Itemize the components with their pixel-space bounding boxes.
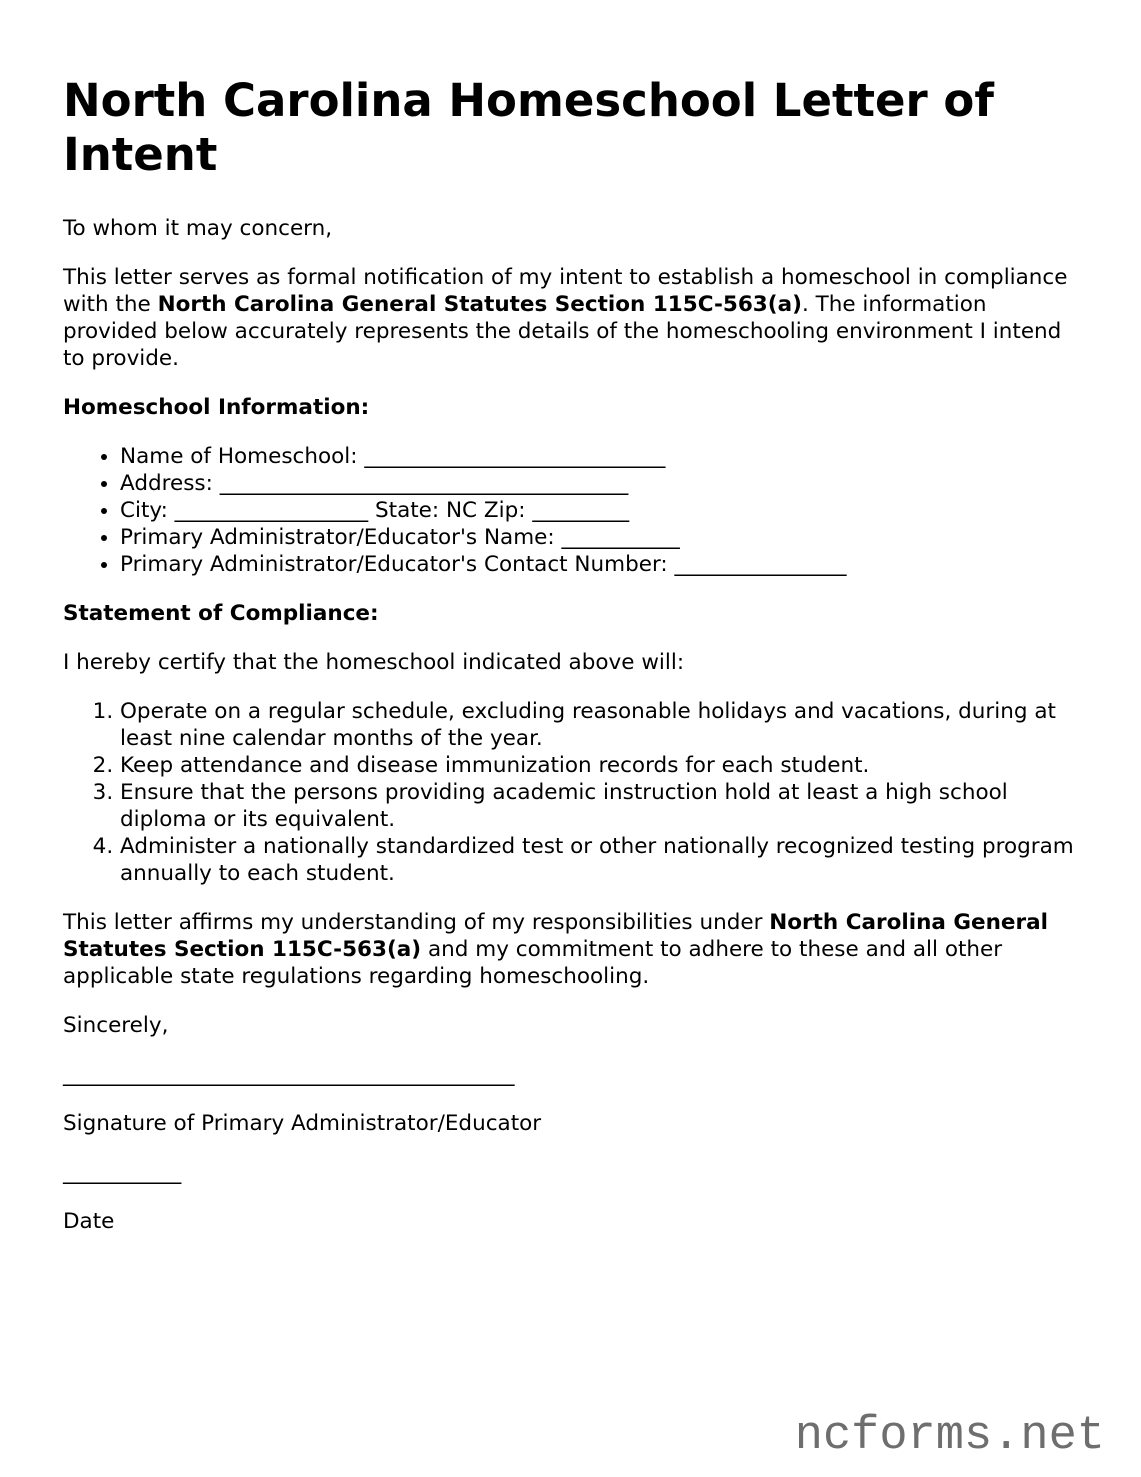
- list-item: • Address: ______________________________________: [120, 470, 1078, 497]
- date-label: Date: [63, 1209, 115, 1234]
- closing-paragraph: [63, 909, 1063, 990]
- list-item: • Primary Administrator/Educator's Contact Number: ________________: [120, 551, 1078, 578]
- signature-label: Signature of Primary Administrator/Educator: [63, 1111, 542, 1136]
- text-segment: and my commitment to adhere to these and all other applicable state regulations regarding homeschooling.: [63, 937, 1003, 989]
- list-item: 4. Administer a nationally standardized test or other nationally recognized testing program annually to each student.: [120, 833, 1078, 887]
- list-item: • Name of Homeschool: ____________________________: [120, 443, 1078, 470]
- date-line: ___________: [63, 1160, 182, 1185]
- compliance-list: [63, 698, 1078, 887]
- salutation: To whom it may concern,: [63, 216, 333, 241]
- bold-text-segment: North Carolina General Statutes Section 115C-563(a): [157, 292, 802, 317]
- list-item: 3. Ensure that the persons providing academic instruction hold at least a high school diploma or its equivalent.: [120, 779, 1078, 833]
- bold-text-segment: North Carolina General Statutes Section 115C-563(a): [63, 910, 1048, 962]
- signoff: Sincerely,: [63, 1013, 169, 1038]
- homeschool-info-list: [63, 443, 1078, 578]
- document-title: North Carolina Homeschool Letter of Intent: [63, 74, 994, 181]
- watermark: ncforms.net: [794, 1410, 1105, 1463]
- compliance-lead: I hereby certify that the homeschool indicated above will:: [63, 650, 685, 675]
- text-segment: This letter affirms my understanding of my responsibilities under: [63, 910, 770, 935]
- text-segment: . The information provided below accurately represents the details of the homeschooling environment I intend to provide.: [63, 292, 1062, 371]
- list-item: • City: __________________ State: NC Zip: _________: [120, 497, 1078, 524]
- list-item: • Primary Administrator/Educator's Name: ___________: [120, 524, 1078, 551]
- compliance-heading: Statement of Compliance:: [63, 601, 379, 626]
- signature-line: __________________________________________: [63, 1062, 515, 1087]
- list-item: 1. Operate on a regular schedule, excluding reasonable holidays and vacations, during at least nine calendar months of the year.: [120, 698, 1078, 752]
- intro-paragraph: [63, 264, 1078, 372]
- text-segment: This letter serves as formal notification of my intent to establish a homeschool in compliance with the: [63, 265, 1068, 317]
- homeschool-info-heading: Homeschool Information:: [63, 395, 370, 420]
- list-item: 2. Keep attendance and disease immunization records for each student.: [120, 752, 1078, 779]
